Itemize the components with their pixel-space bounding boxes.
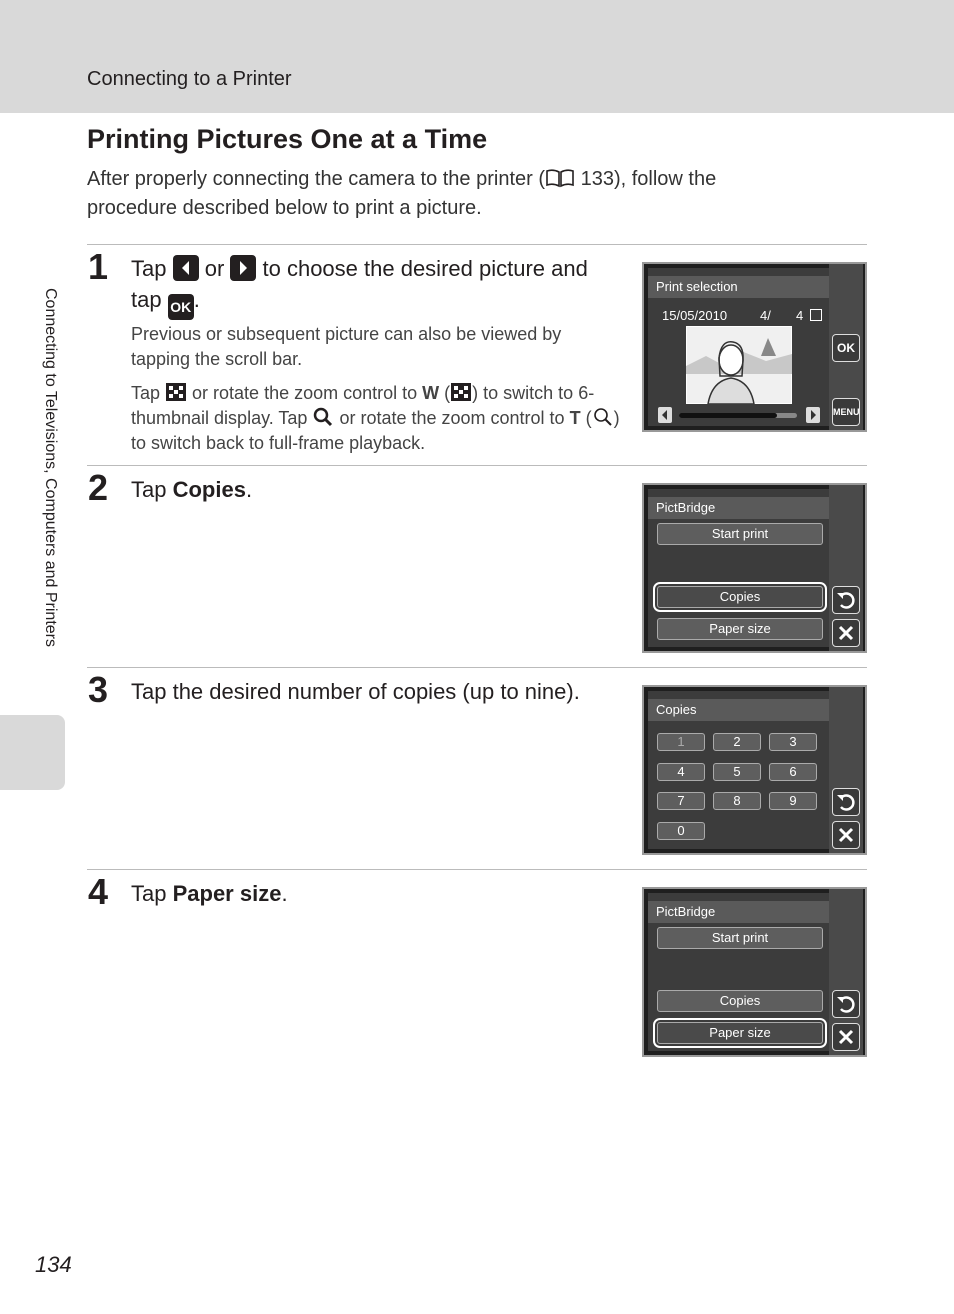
- step-text-part: or: [198, 256, 231, 281]
- return-icon[interactable]: [832, 586, 860, 614]
- screen-main: [648, 268, 829, 426]
- note-text-part: or rotate the zoom control to: [334, 408, 570, 428]
- step-text-part: Tap: [131, 881, 173, 906]
- photo-date: 15/05/2010: [662, 308, 728, 323]
- paper-size-button[interactable]: Paper size: [657, 618, 823, 640]
- step-number: 4: [88, 871, 109, 912]
- divider: [87, 667, 867, 668]
- screen-title: Copies: [648, 699, 829, 721]
- intro-text-2: ), follow the procedure described below to print a picture.: [87, 168, 717, 219]
- photo-count: 4: [796, 308, 804, 323]
- step-text-bold: Paper size: [172, 881, 282, 906]
- step-1-note-1: Previous or subsequent picture can also be viewed by tapping the scroll bar.: [131, 324, 562, 369]
- print-mark-icon: [810, 309, 822, 321]
- screen-main: [648, 691, 829, 849]
- key-9[interactable]: 9: [769, 792, 817, 810]
- step-text-bold: Copies: [172, 477, 246, 502]
- key-7[interactable]: 7: [657, 792, 705, 810]
- ok-icon: OK: [168, 294, 194, 320]
- screen-sidebar: [829, 687, 863, 853]
- screen-title: Print selection: [648, 276, 829, 298]
- key-0[interactable]: 0: [657, 822, 705, 840]
- note-text-part: (: [439, 383, 451, 403]
- step-text-part: .: [193, 287, 200, 312]
- note-text-part: ) to switch to 6-thumbnail display. Tap: [131, 383, 595, 428]
- photo-counter: 4/: [760, 308, 771, 323]
- thumbnail-grid-icon: [450, 382, 472, 402]
- zoom-w-label: W: [422, 383, 440, 403]
- start-print-button[interactable]: Start print: [657, 523, 823, 545]
- screen-title: PictBridge: [648, 497, 829, 519]
- chapter-tab: [0, 715, 65, 790]
- divider: [87, 869, 867, 870]
- key-2[interactable]: 2: [713, 733, 761, 751]
- chevron-left-icon[interactable]: [658, 407, 672, 423]
- note-text-part: (: [580, 408, 592, 428]
- copies-button[interactable]: Copies: [657, 990, 823, 1012]
- intro-ref-page: 133: [580, 168, 614, 190]
- photo-thumbnail: [686, 326, 792, 404]
- divider: [87, 465, 867, 466]
- screen-sidebar: [829, 889, 863, 1055]
- intro-text-1: After properly connecting the camera to the printer (: [87, 168, 546, 190]
- magnifier-icon: [312, 407, 334, 427]
- key-1[interactable]: 1: [657, 733, 705, 751]
- page-header: [0, 0, 954, 113]
- step-1-instruction: [131, 253, 621, 320]
- page-number: 134: [35, 1252, 72, 1277]
- step-number: 1: [88, 246, 109, 287]
- screen-main: [648, 893, 829, 1051]
- step-3-instruction: Tap the desired number of copies (up to nine).: [131, 679, 580, 704]
- screen-main: [648, 489, 829, 647]
- step-text-part: .: [245, 477, 253, 502]
- camera-screen-copies: [642, 685, 867, 855]
- paper-size-button[interactable]: Paper size: [657, 1022, 823, 1044]
- chevron-right-icon[interactable]: [806, 407, 820, 423]
- key-6[interactable]: 6: [769, 763, 817, 781]
- note-text-part: ) to switch back to full-frame playback.: [131, 408, 620, 453]
- return-icon[interactable]: [832, 990, 860, 1018]
- step-text-part: .: [281, 881, 288, 906]
- start-print-button[interactable]: Start print: [657, 927, 823, 949]
- step-1-note-2: [131, 381, 621, 456]
- zoom-t-label: T: [569, 408, 581, 428]
- thumbnail-grid-icon: [165, 382, 187, 402]
- chevron-left-icon: [173, 255, 199, 281]
- ok-button[interactable]: OK: [832, 334, 860, 362]
- page-title: Printing Pictures One at a Time: [87, 124, 488, 154]
- key-5[interactable]: 5: [713, 763, 761, 781]
- chevron-right-icon: [230, 255, 256, 281]
- chapter-side-label: [37, 288, 61, 708]
- step-number: 2: [88, 467, 109, 508]
- key-3[interactable]: 3: [769, 733, 817, 751]
- camera-screen-pictbridge-paper: [642, 887, 867, 1057]
- screen-sidebar: [829, 264, 863, 430]
- section-title: Connecting to a Printer: [87, 68, 292, 90]
- step-text-part: to choose the desired picture and tap: [131, 256, 588, 312]
- step-2-instruction: [131, 474, 621, 505]
- step-number: 3: [88, 669, 109, 710]
- step-text-part: Tap: [131, 477, 173, 502]
- return-icon[interactable]: [832, 788, 860, 816]
- key-4[interactable]: 4: [657, 763, 705, 781]
- close-icon[interactable]: [832, 821, 860, 849]
- note-text-part: or rotate the zoom control to: [187, 383, 423, 403]
- divider: [87, 244, 867, 245]
- magnifier-icon: [592, 407, 614, 427]
- intro-paragraph: [87, 165, 807, 223]
- scroll-bar[interactable]: [679, 413, 797, 418]
- camera-screen-pictbridge: [642, 483, 867, 653]
- close-icon[interactable]: [832, 1023, 860, 1051]
- menu-button[interactable]: MENU: [832, 398, 860, 426]
- chapter-side-label-text: Connecting to Televisions, Computers and Printers: [42, 288, 59, 647]
- copies-button[interactable]: Copies: [657, 586, 823, 608]
- screen-sidebar: [829, 485, 863, 651]
- key-8[interactable]: 8: [713, 792, 761, 810]
- note-text-part: Tap: [131, 383, 166, 403]
- book-icon: [545, 168, 575, 188]
- step-text-part: Tap: [131, 256, 173, 281]
- camera-screen-print-selection: [642, 262, 867, 432]
- screen-title: PictBridge: [648, 901, 829, 923]
- close-icon[interactable]: [832, 619, 860, 647]
- step-4-instruction: [131, 878, 621, 909]
